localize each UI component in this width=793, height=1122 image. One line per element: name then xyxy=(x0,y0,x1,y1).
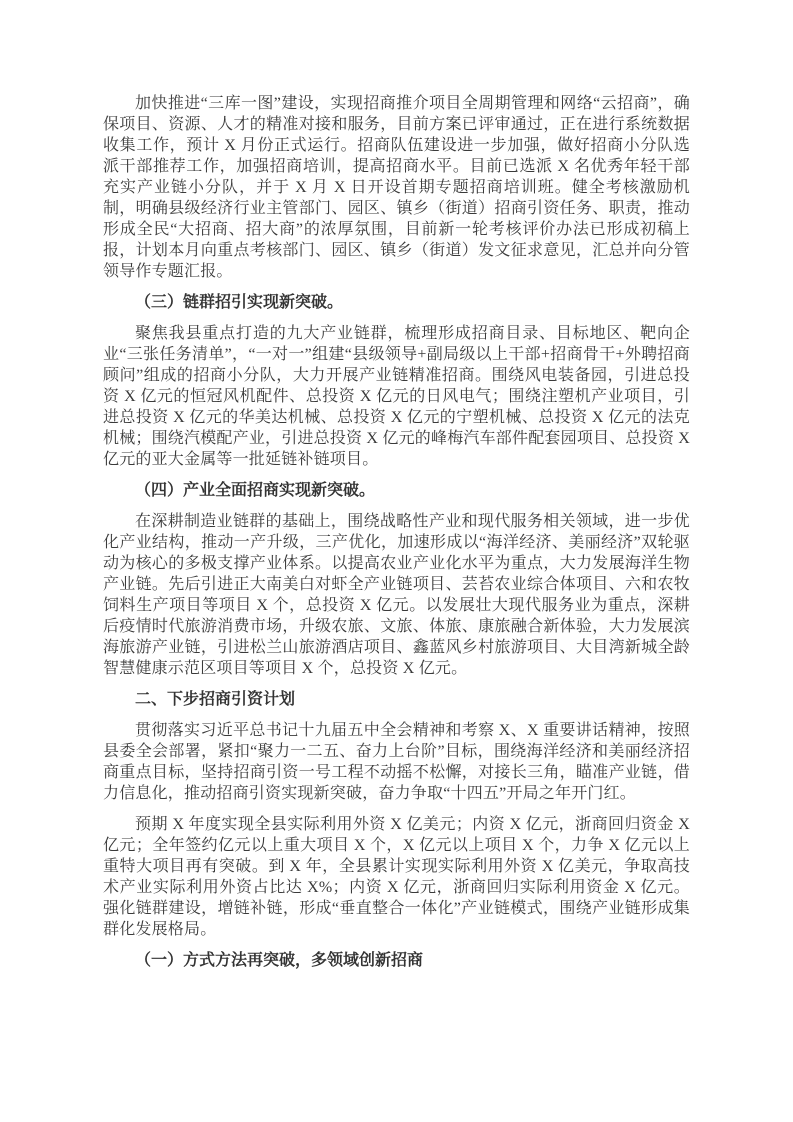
section-heading-1-next: （一）方式方法再突破，多领域创新招商 xyxy=(135,952,424,969)
chapter-heading-2: 二、下步招商引资计划 xyxy=(135,691,296,708)
paragraph-targets: 预期 X 年度实现全县实际利用外资 X 亿美元；内资 X 亿元，浙商回归资金 X 亿元；全年签约亿元以上重大项目 X 个，X 亿元以上项目 X 个，力争 X 亿元以上重特大项目再有突破。到 X 年，全县累计实现实际利用外资 X 亿美元，争取高技术产业实际利用外资占比达 X%；内资 X 亿元，浙商回归实际利用资金 X 亿元。强化链群建设，增链补链，形成“垂直整合一体化”产业链模式，围绕产业链形成集群化发展格局。 xyxy=(103,816,690,938)
paragraph-plan-guideline: 贯彻落实习近平总书记十九届五中全会精神和考察 X、X 重要讲话精神，按照县委全会部署，紧扣“聚力一二五、奋力上台阶”目标，围绕海洋经济和美丽经济招商重点目标，坚持招商引资一号工程不动摇不松懈，对接长三角，瞄准产业链，借力信息化，推动招商引资实现新突破，奋力争取“十四五”开局之年开门红。 xyxy=(103,722,690,802)
paragraph-chain-groups: 聚焦我县重点打造的九大产业链群，梳理形成招商目录、目标地区、靶向企业“三张任务清单”，“一对一”组建“县级领导+副局级以上干部+招商骨干+外聘招商顾问”组成的招商小分队，大力开展产业链精准招商。围绕风电装备园，引进总投资 X 亿元的恒冠风机配件、总投资 X 亿元的日风电气；围绕注塑机产业项目，引进总投资 X 亿元的华美达机械、总投资 X 亿元的宁塑机械、总投资 X 亿元的法克机械；围绕汽模配产业，引进总投资 X 亿元的峰梅汽车部件配套园项目、总投资 X 亿元的亚大金属等一批延链补链项目。 xyxy=(103,325,690,468)
paragraph-promotion-platform: 加快推进“三库一图”建设，实现招商推介项目全周期管理和网络“云招商”，确保项目、资源、人才的精准对接和服务，目前方案已评审通过，正在进行系统数据收集工作，预计 X 月份正式运行。招商队伍建设进一步加强，做好招商小分队选派干部推荐工作，加强招商培训，提高招商水平。目前已选派 X 名优秀年轻干部充实产业链小分队，并于 X 月 X 日开设首期专题招商培训班。健全考核激励机制，明确县级经济行业主管部门、园区、镇乡（街道）招商引资任务、职责，推动形成全民“大招商、招大商”的浓厚氛围，目前新一轮考核评价办法已形成初稿上报，计划本月向重点考核部门、园区、镇乡（街道）发文征求意见，汇总并向分管领导作专题汇报。 xyxy=(103,95,690,280)
paragraph-industry-overall: 在深耕制造业链群的基础上，围绕战略性产业和现代服务相关领域，进一步优化产业结构，推动一产升级，三产优化，加速形成以“海洋经济、美丽经济”双轮驱动为核心的多极支撑产业体系。以提高农业产业化水平为重点，大力发展海洋生物产业链。先后引进正大南美白对虾全产业链项目、芸苔农业综合体项目、六和农牧饲料生产项目等项目 X 个，总投资 X 亿元。以发展壮大现代服务业为重点，深耕后疫情时代旅游消费市场，升级农旅、文旅、体旅、康旅融合新体验，大力发展滨海旅游产业链，引进松兰山旅游酒店项目、鑫蓝风乡村旅游项目、大目湾新城全龄智慧健康示范区项目等项目 X 个，总投资 X 亿元。 xyxy=(103,513,690,677)
section-heading-4: （四）产业全面招商实现新突破。 xyxy=(135,482,376,499)
section-heading-3: （三）链群招引实现新突破。 xyxy=(135,294,344,311)
